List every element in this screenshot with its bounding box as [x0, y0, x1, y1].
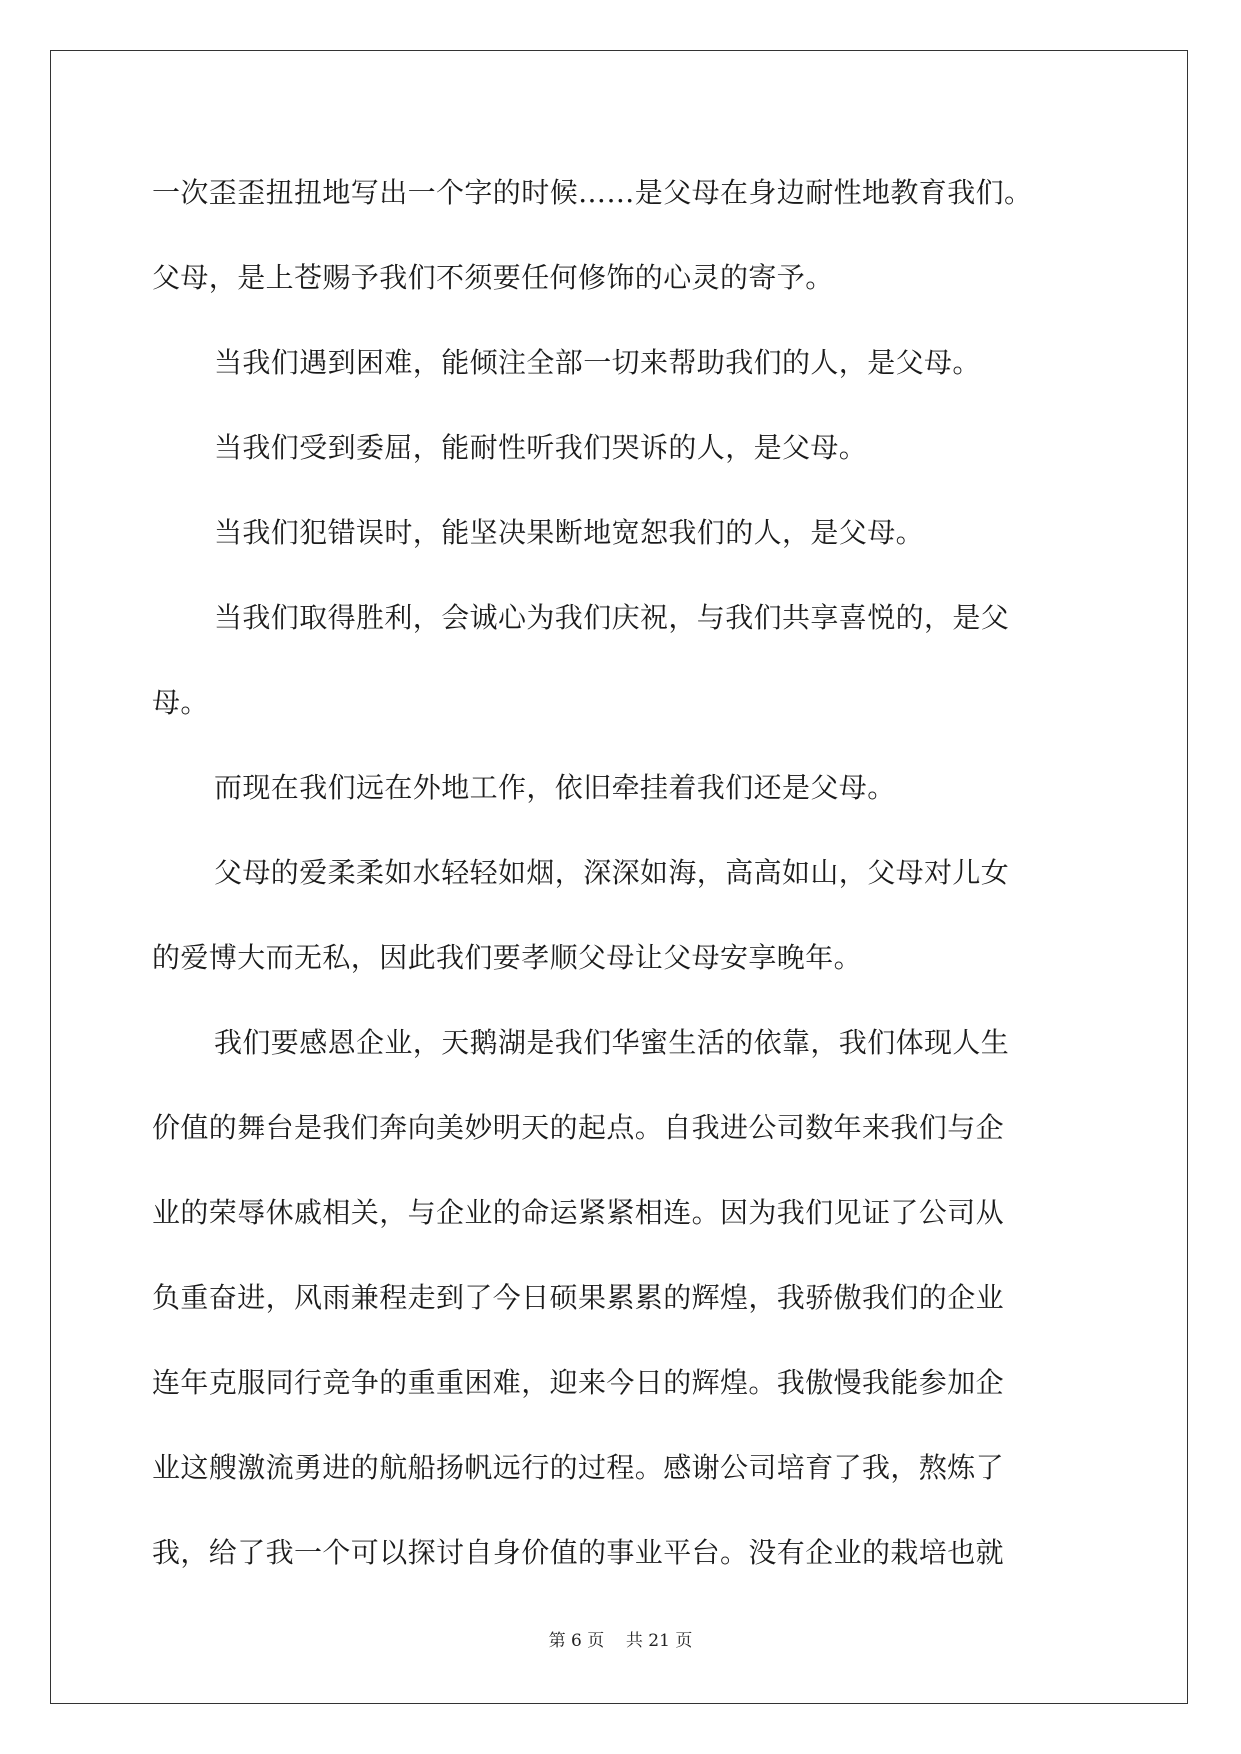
text-line: 的爱博大而无私，因此我们要孝顺父母让父母安享晚年。	[152, 941, 863, 974]
document-body	[152, 160, 1092, 1605]
text-line: 负重奋进，风雨兼程走到了今日硕果累累的辉煌，我骄傲我们的企业	[152, 1281, 1005, 1314]
paragraph-line: 当我们受到委屈，能耐性听我们哭诉的人，是父母。	[214, 431, 868, 464]
paragraph-line: 当我们取得胜利，会诚心为我们庆祝，与我们共享喜悦的，是父	[214, 601, 1010, 634]
text-line: 连年克服同行竞争的重重困难，迎来今日的辉煌。我傲慢我能参加企	[152, 1366, 1005, 1399]
text-line: 母。	[152, 686, 209, 719]
text-line: 父母，是上苍赐予我们不须要任何修饰的心灵的寄予。	[152, 261, 834, 294]
paragraph-line: 当我们犯错误时，能坚决果断地宽恕我们的人，是父母。	[214, 516, 925, 549]
text-line: 价值的舞台是我们奔向美妙明天的起点。自我进公司数年来我们与企	[152, 1111, 1005, 1144]
text-line: 我，给了我一个可以探讨自身价值的事业平台。没有企业的栽培也就	[152, 1536, 1005, 1569]
paragraph-line: 而现在我们远在外地工作，依旧牵挂着我们还是父母。	[214, 771, 896, 804]
text-line: 业的荣辱休戚相关，与企业的命运紧紧相连。因为我们见证了公司从	[152, 1196, 1005, 1229]
text-line: 业这艘激流勇进的航船扬帆远行的过程。感谢公司培育了我，熬炼了	[152, 1451, 1005, 1484]
paragraph-line: 当我们遇到困难，能倾注全部一切来帮助我们的人，是父母。	[214, 346, 981, 379]
text-line: 一次歪歪扭扭地写出一个字的时候……是父母在身边耐性地教育我们。	[152, 176, 1033, 209]
paragraph-line: 我们要感恩企业，天鹅湖是我们华蜜生活的依靠，我们体现人生	[214, 1026, 1010, 1059]
paragraph-line: 父母的爱柔柔如水轻轻如烟，深深如海，高高如山，父母对儿女	[214, 856, 1010, 889]
page-number-footer: 第 6 页 共 21 页	[548, 1631, 693, 1651]
